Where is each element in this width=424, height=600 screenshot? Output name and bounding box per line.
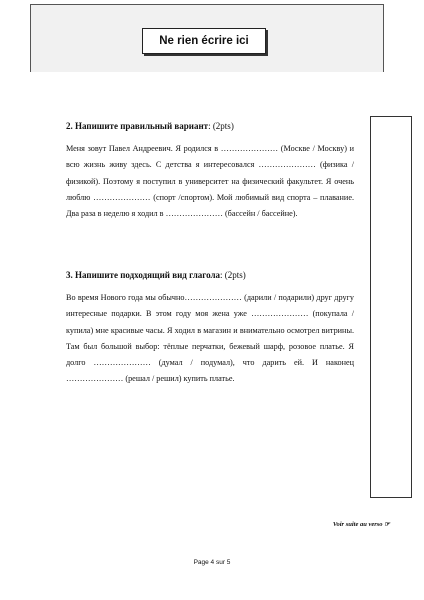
no-write-label: Ne rien écrire ici bbox=[142, 28, 266, 54]
exercise-3-title: 3. Напишите подходящий вид глагола: (2pts) bbox=[66, 270, 246, 280]
exercise-2-text: Меня зовут Павел Андреевич. Я родился в ………………… (Москве / Москву) и всю жизнь живу здесь. С детства я интересовался ………………… (физика / физикой). Поэтому я поступил в университет на физический факультет. Я очень люблю ………………… (спорт /спортом). Мой любимый вид спорта – плавание. Два раза в неделю я ходил в ………………… (бассейн / бассейне). bbox=[66, 144, 354, 219]
grading-margin-box bbox=[370, 116, 412, 498]
exercise-2-title: 2. Напишите правильный вариант: (2pts) bbox=[66, 121, 234, 131]
page-number: Page 4 sur 5 bbox=[193, 559, 231, 566]
exercise-3-text: Во время Нового года мы обычно………………… (дарили / подарили) друг другу интересные подарки. В этом году моя жена уже ………………… (покупала / купила) мне красивые часы. Я ходил в магазин и внимательно осмотрел витрины. Там был большой выбор: тёплые перчатки, бежевый шарф, розовое платье. Я долго ………………… (думал / подумал), что дарить ей. И наконец ………………… (решал / решил) купить платье. bbox=[66, 293, 354, 384]
exercise-3 bbox=[66, 270, 354, 388]
see-verso-note: Voir suite au verso ☞ bbox=[332, 521, 390, 528]
exercise-2 bbox=[66, 121, 354, 222]
